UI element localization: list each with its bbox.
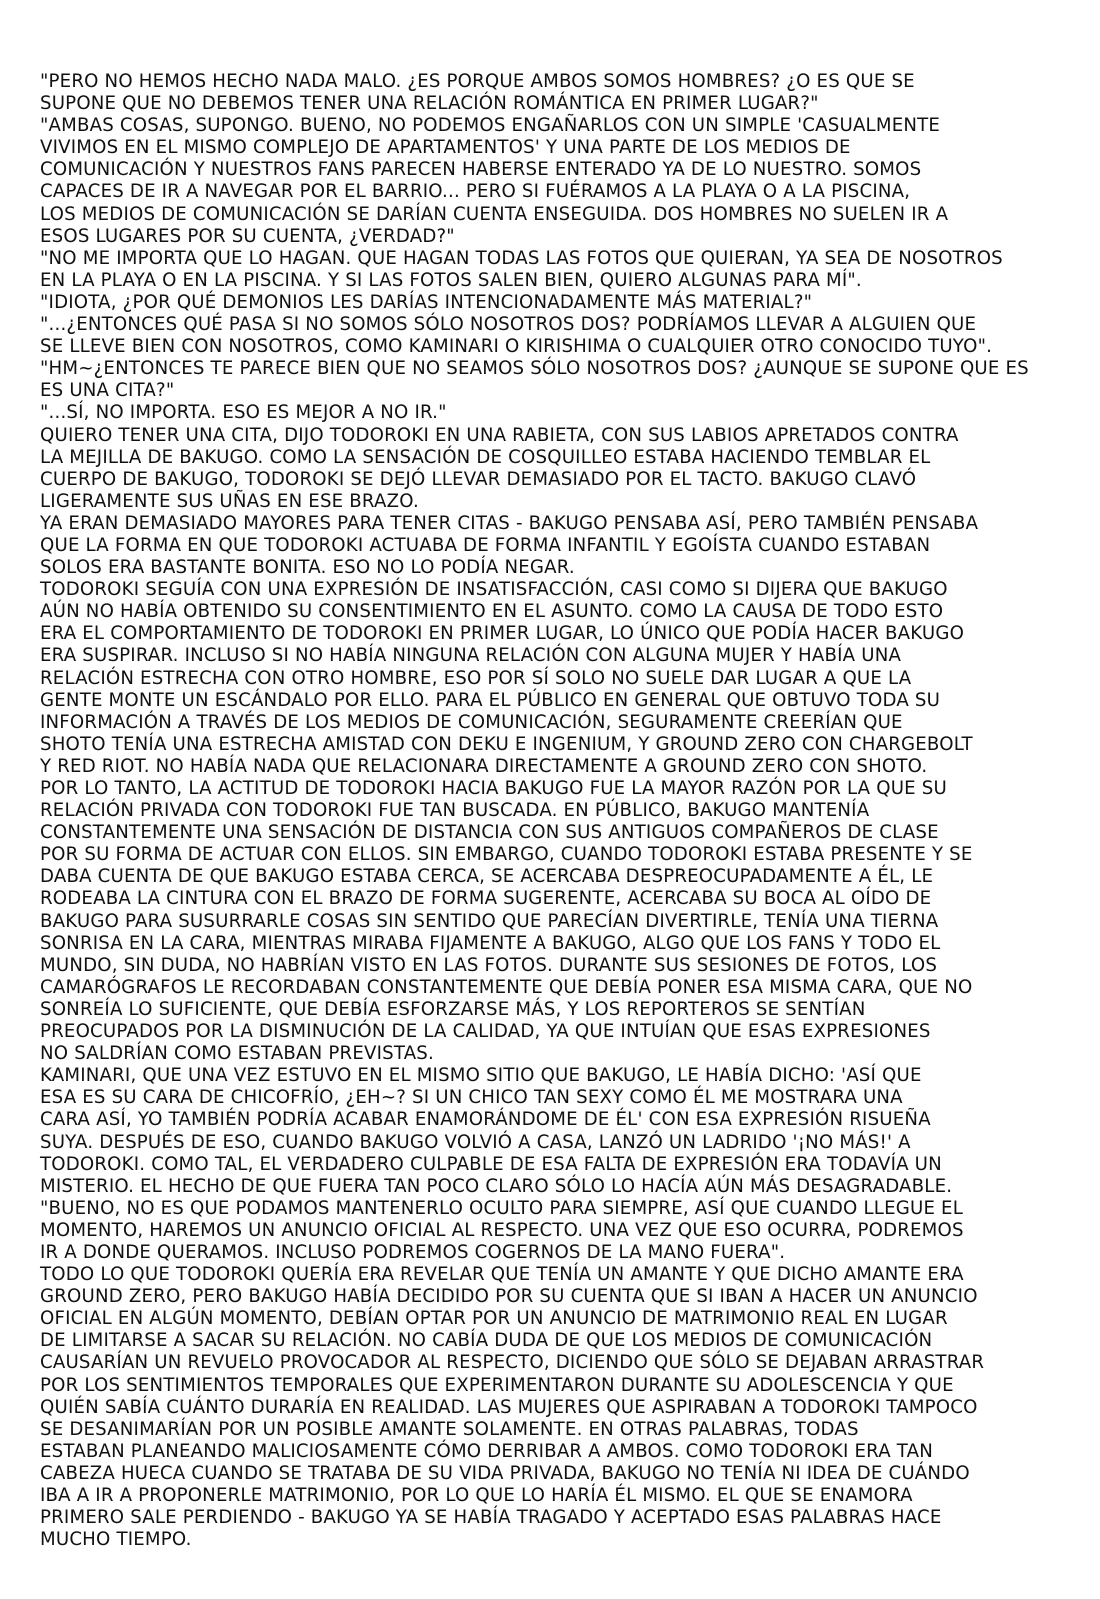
text-line: "IDIOTA, ¿POR QUÉ DEMONIOS LES DARÍAS INTENCIONADAMENTE MÁS MATERIAL?" xyxy=(40,290,813,313)
text-line: SHOTO TENÍA UNA ESTRECHA AMISTAD CON DEKU E INGENIUM, Y GROUND ZERO CON CHARGEBOLT xyxy=(40,732,973,755)
text-line: DABA CUENTA DE QUE BAKUGO ESTABA CERCA, SE ACERCABA DESPREOCUPADAMENTE A ÉL, LE xyxy=(40,865,934,888)
text-line: SONRISA EN LA CARA, MIENTRAS MIRABA FIJAMENTE A BAKUGO, ALGO QUE LOS FANS Y TODO EL xyxy=(40,931,941,954)
text-line: KAMINARI, QUE UNA VEZ ESTUVO EN EL MISMO SITIO QUE BAKUGO, LE HABÍA DICHO: 'ASÍ QUE xyxy=(40,1064,922,1087)
text-line: PREOCUPADOS POR LA DISMINUCIÓN DE LA CALIDAD, YA QUE INTUÍAN QUE ESAS EXPRESIONES xyxy=(40,1020,931,1043)
text-line: CAUSARÍAN UN REVUELO PROVOCADOR AL RESPECTO, DICIENDO QUE SÓLO SE DEJABAN ARRASTRAR xyxy=(40,1351,985,1374)
text-line: ESA ES SU CARA DE CHICOFRÍO, ¿EH~? SI UN CHICO TAN SEXY COMO ÉL ME MOSTRARA UNA xyxy=(40,1086,903,1109)
text-line: CUERPO DE BAKUGO, TODOROKI SE DEJÓ LLEVAR DEMASIADO POR EL TACTO. BAKUGO CLAVÓ xyxy=(40,467,917,490)
text-line: RELACIÓN PRIVADA CON TODOROKI FUE TAN BUSCADA. EN PÚBLICO, BAKUGO MANTENÍA xyxy=(40,799,870,822)
text-line: TODOROKI SEGUÍA CON UNA EXPRESIÓN DE INSATISFACCIÓN, CASI COMO SI DIJERA QUE BAKUGO xyxy=(40,578,948,601)
text-line: ESTABAN PLANEANDO MALICIOSAMENTE CÓMO DERRIBAR A AMBOS. COMO TODOROKI ERA TAN xyxy=(40,1439,933,1462)
text-line: Y RED RIOT. NO HABÍA NADA QUE RELACIONARA DIRECTAMENTE A GROUND ZERO CON SHOTO. xyxy=(40,754,928,777)
text-line: POR SU FORMA DE ACTUAR CON ELLOS. SIN EMBARGO, CUANDO TODOROKI ESTABA PRESENTE Y SE xyxy=(40,843,973,866)
text-line: OFICIAL EN ALGÚN MOMENTO, DEBÍAN OPTAR POR UN ANUNCIO DE MATRIMONIO REAL EN LUGAR xyxy=(40,1307,948,1330)
text-line: RODEABA LA CINTURA CON EL BRAZO DE FORMA SUGERENTE, ACERCABA SU BOCA AL OÍDO DE xyxy=(40,887,932,910)
text-line: IR A DONDE QUERAMOS. INCLUSO PODREMOS COGERNOS DE LA MANO FUERA". xyxy=(40,1240,786,1263)
text-line: "AMBAS COSAS, SUPONGO. BUENO, NO PODEMOS ENGAÑARLOS CON UN SIMPLE 'CASUALMENTE xyxy=(40,114,941,137)
text-line: CARA ASÍ, YO TAMBIÉN PODRÍA ACABAR ENAMORÁNDOME DE ÉL' CON ESA EXPRESIÓN RISUEÑA xyxy=(40,1108,931,1131)
text-line: QUIERO TENER UNA CITA, DIJO TODOROKI EN UNA RABIETA, CON SUS LABIOS APRETADOS CONTRA xyxy=(40,423,959,446)
text-line: NO SALDRÍAN COMO ESTABAN PREVISTAS. xyxy=(40,1042,434,1065)
text-line: CABEZA HUECA CUANDO SE TRATABA DE SU VIDA PRIVADA, BAKUGO NO TENÍA NI IDEA DE CUÁNDO xyxy=(40,1461,970,1484)
text-line: "...SÍ, NO IMPORTA. ESO ES MEJOR A NO IR." xyxy=(40,401,447,424)
text-line: "...¿ENTONCES QUÉ PASA SI NO SOMOS SÓLO NOSOTROS DOS? PODRÍAMOS LLEVAR A ALGUIEN QUE xyxy=(40,313,977,336)
text-line: SE DESANIMARÍAN POR UN POSIBLE AMANTE SOLAMENTE. EN OTRAS PALABRAS, TODAS xyxy=(40,1417,859,1440)
text-line: RELACIÓN ESTRECHA CON OTRO HOMBRE, ESO POR SÍ SOLO NO SUELE DAR LUGAR A QUE LA xyxy=(40,666,912,689)
text-line: MUCHO TIEMPO. xyxy=(40,1528,192,1551)
story-text xyxy=(40,70,1029,1551)
text-line: QUE LA FORMA EN QUE TODOROKI ACTUABA DE FORMA INFANTIL Y EGOÍSTA CUANDO ESTABAN xyxy=(40,533,931,556)
text-line: TODO LO QUE TODOROKI QUERÍA ERA REVELAR QUE TENÍA UN AMANTE Y QUE DICHO AMANTE ERA xyxy=(40,1263,964,1286)
text-line: MOMENTO, HAREMOS UN ANUNCIO OFICIAL AL RESPECTO. UNA VEZ QUE ESO OCURRA, PODREMOS xyxy=(40,1218,964,1241)
text-line: LA MEJILLA DE BAKUGO. COMO LA SENSACIÓN DE COSQUILLEO ESTABA HACIENDO TEMBLAR EL xyxy=(40,445,931,468)
text-line: SOLOS ERA BASTANTE BONITA. ESO NO LO PODÍA NEGAR. xyxy=(40,556,575,579)
text-line: VIVIMOS EN EL MISMO COMPLEJO DE APARTAMENTOS' Y UNA PARTE DE LOS MEDIOS DE xyxy=(40,136,851,159)
text-line: ESOS LUGARES POR SU CUENTA, ¿VERDAD?" xyxy=(40,224,455,247)
text-line: POR LO TANTO, LA ACTITUD DE TODOROKI HACIA BAKUGO FUE LA MAYOR RAZÓN POR LA QUE SU xyxy=(40,777,947,799)
text-line: SUPONE QUE NO DEBEMOS TENER UNA RELACIÓN ROMÁNTICA EN PRIMER LUGAR?" xyxy=(40,92,819,115)
text-line: SONREÍA LO SUFICIENTE, QUE DEBÍA ESFORZARSE MÁS, Y LOS REPORTEROS SE SENTÍAN xyxy=(40,997,866,1020)
text-line: "PERO NO HEMOS HECHO NADA MALO. ¿ES PORQUE AMBOS SOMOS HOMBRES? ¿O ES QUE SE xyxy=(40,70,915,92)
text-line: AÚN NO HABÍA OBTENIDO SU CONSENTIMIENTO EN EL ASUNTO. COMO LA CAUSA DE TODO ESTO xyxy=(40,600,944,623)
text-line: BAKUGO PARA SUSURRARLE COSAS SIN SENTIDO QUE PARECÍAN DIVERTIRLE, TENÍA UNA TIERNA xyxy=(40,909,939,932)
text-line: ERA EL COMPORTAMIENTO DE TODOROKI EN PRIMER LUGAR, LO ÚNICO QUE PODÍA HACER BAKUGO xyxy=(40,622,965,645)
text-line: CAPACES DE IR A NAVEGAR POR EL BARRIO... PERO SI FUÉRAMOS A LA PLAYA O A LA PISCINA, xyxy=(40,180,911,203)
text-line: MISTERIO. EL HECHO DE QUE FUERA TAN POCO CLARO SÓLO LO HACÍA AÚN MÁS DESAGRADABLE. xyxy=(40,1174,953,1197)
text-line: "NO ME IMPORTA QUE LO HAGAN. QUE HAGAN TODAS LAS FOTOS QUE QUIERAN, YA SEA DE NOSOTROS xyxy=(40,246,1003,269)
text-line: LIGERAMENTE SUS UÑAS EN ESE BRAZO. xyxy=(40,489,419,512)
text-line: "HM~¿ENTONCES TE PARECE BIEN QUE NO SEAMOS SÓLO NOSOTROS DOS? ¿AUNQUE SE SUPONE QUE ES xyxy=(40,357,1029,380)
text-line: YA ERAN DEMASIADO MAYORES PARA TENER CITAS - BAKUGO PENSABA ASÍ, PERO TAMBIÉN PENSABA xyxy=(40,511,979,534)
text-line: DE LIMITARSE A SACAR SU RELACIÓN. NO CABÍA DUDA DE QUE LOS MEDIOS DE COMUNICACIÓN xyxy=(40,1329,933,1352)
text-line: SUYA. DESPUÉS DE ESO, CUANDO BAKUGO VOLVIÓ A CASA, LANZÓ UN LADRIDO '¡NO MÁS!' A xyxy=(40,1130,911,1153)
text-line: INFORMACIÓN A TRAVÉS DE LOS MEDIOS DE COMUNICACIÓN, SEGURAMENTE CREERÍAN QUE xyxy=(40,710,903,733)
text-line: COMUNICACIÓN Y NUESTROS FANS PARECEN HABERSE ENTERADO YA DE LO NUESTRO. SOMOS xyxy=(40,158,922,181)
text-line: GROUND ZERO, PERO BAKUGO HABÍA DECIDIDO POR SU CUENTA QUE SI IBAN A HACER UN ANUNCIO xyxy=(40,1285,978,1308)
text-line: SE LLEVE BIEN CON NOSOTROS, COMO KAMINARI O KIRISHIMA O CUALQUIER OTRO CONOCIDO TUYO". xyxy=(40,335,993,358)
text-line: LOS MEDIOS DE COMUNICACIÓN SE DARÍAN CUENTA ENSEGUIDA. DOS HOMBRES NO SUELEN IR A xyxy=(40,202,949,225)
text-line: MUNDO, SIN DUDA, NO HABRÍAN VISTO EN LAS FOTOS. DURANTE SUS SESIONES DE FOTOS, LOS xyxy=(40,953,938,976)
text-line: GENTE MONTE UN ESCÁNDALO POR ELLO. PARA EL PÚBLICO EN GENERAL QUE OBTUVO TODA SU xyxy=(40,688,941,711)
text-line: ERA SUSPIRAR. INCLUSO SI NO HABÍA NINGUNA RELACIÓN CON ALGUNA MUJER Y HABÍA UNA xyxy=(40,644,902,667)
text-line: QUIÉN SABÍA CUÁNTO DURARÍA EN REALIDAD. LAS MUJERES QUE ASPIRABAN A TODOROKI TAMPOCO xyxy=(40,1395,978,1418)
text-line: IBA A IR A PROPONERLE MATRIMONIO, POR LO QUE LO HARÍA ÉL MISMO. EL QUE SE ENAMORA xyxy=(40,1484,913,1506)
text-line: ES UNA CITA?" xyxy=(40,379,175,402)
text-line: EN LA PLAYA O EN LA PISCINA. Y SI LAS FOTOS SALEN BIEN, QUIERO ALGUNAS PARA MÍ". xyxy=(40,268,862,291)
text-line: PRIMERO SALE PERDIENDO - BAKUGO YA SE HABÍA TRAGADO Y ACEPTADO ESAS PALABRAS HACE xyxy=(40,1506,942,1529)
text-line: CONSTANTEMENTE UNA SENSACIÓN DE DISTANCIA CON SUS ANTIGUOS COMPAÑEROS DE CLASE xyxy=(40,821,939,844)
text-line: CAMARÓGRAFOS LE RECORDABAN CONSTANTEMENTE QUE DEBÍA PONER ESA MISMA CARA, QUE NO xyxy=(40,975,973,998)
text-line: POR LOS SENTIMIENTOS TEMPORALES QUE EXPERIMENTARON DURANTE SU ADOLESCENCIA Y QUE xyxy=(40,1373,954,1396)
text-line: TODOROKI. COMO TAL, EL VERDADERO CULPABLE DE ESA FALTA DE EXPRESIÓN ERA TODAVÍA UN xyxy=(40,1152,942,1175)
text-line: "BUENO, NO ES QUE PODAMOS MANTENERLO OCULTO PARA SIEMPRE, ASÍ QUE CUANDO LLEGUE EL xyxy=(40,1196,964,1219)
